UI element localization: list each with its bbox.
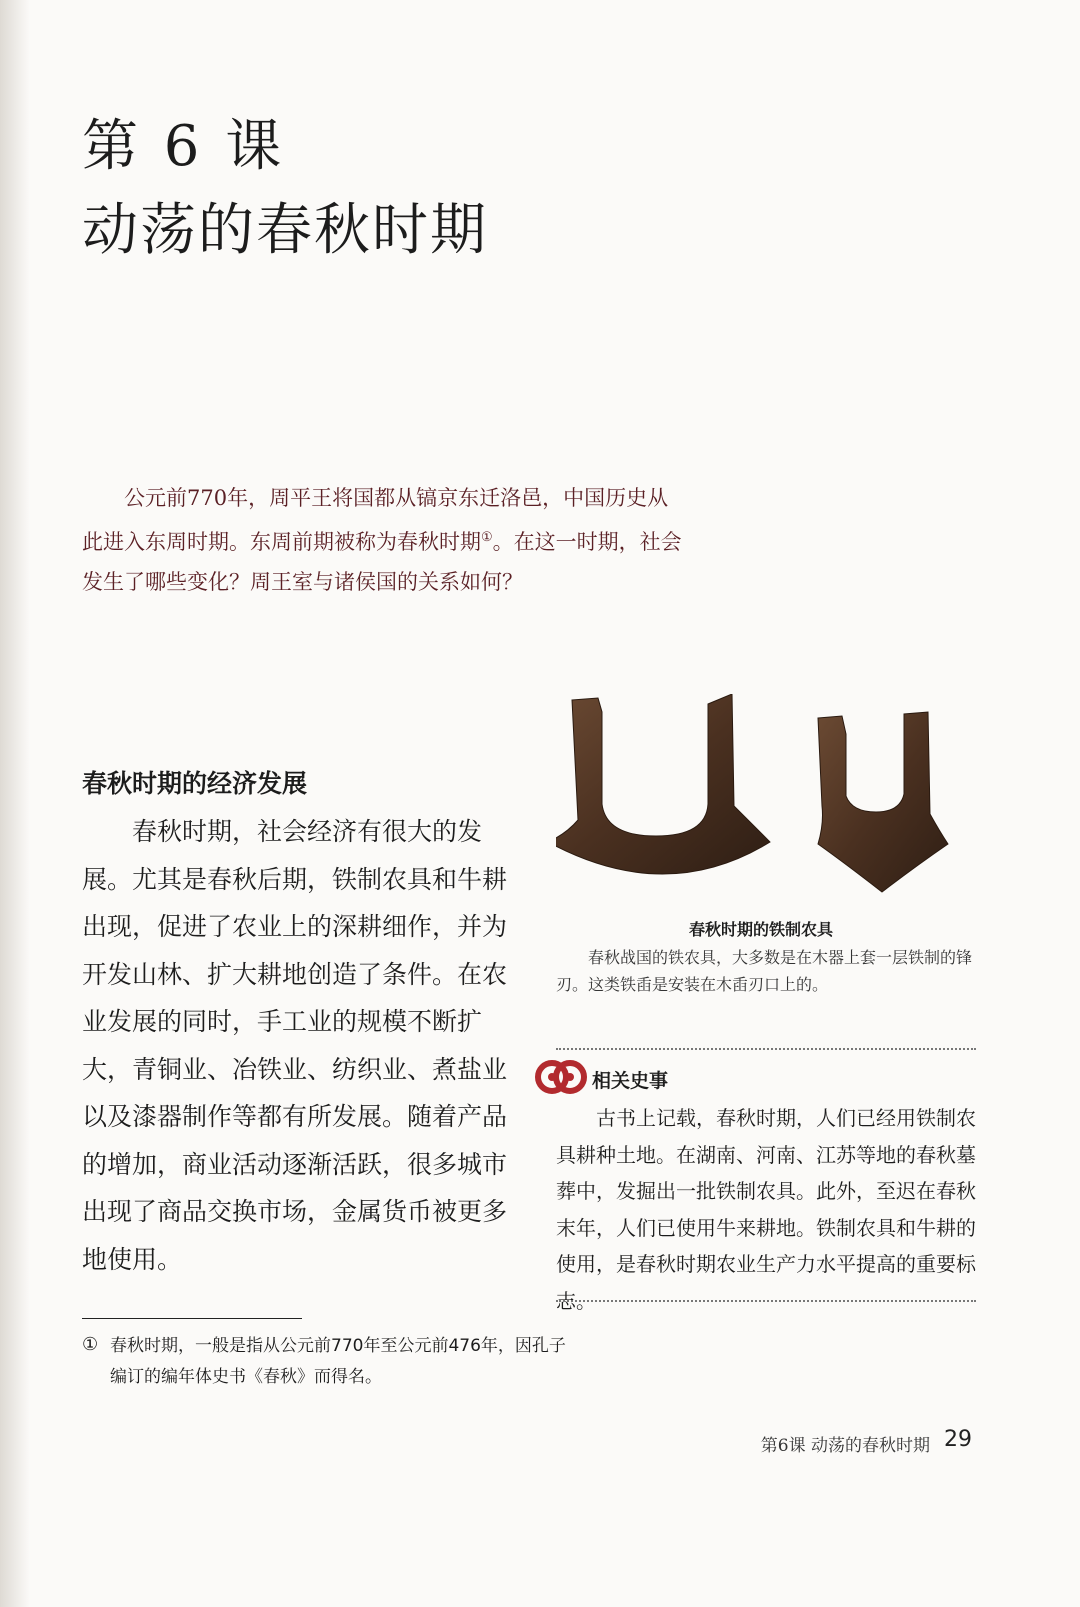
- running-title: [761, 1431, 930, 1456]
- running-title-text: 第6课 动荡的春秋时期: [760, 1436, 930, 1456]
- figure-description: 春秋战国的铁农具，大多数是在木器上套一层铁制的锋刃。这类铁臿是安装在木臿刃口上的。: [556, 948, 973, 994]
- page-edge-shadow: [0, 0, 30, 1607]
- related-body: 古书上记载，春秋时期，人们已经用铁制农具耕种土地。在湖南、河南、江苏等地的春秋墓葬中，发掘出一批铁制农具。此外，至迟在春秋末年，人们已使用牛来耕地。铁制农具和牛耕的使用，是春秋时期农业生产力水平提高的重要标志。: [556, 1106, 976, 1313]
- spiral-logo-icon: [534, 1050, 588, 1104]
- lesson-title: 动荡的春秋时期: [82, 198, 488, 263]
- footnote-rule: [82, 1318, 302, 1319]
- lesson-number: 第 6 课: [82, 114, 286, 179]
- related-heading: 相关史事: [592, 1070, 669, 1092]
- intro-footnote-mark[interactable]: ①: [481, 530, 493, 545]
- section-heading: 春秋时期的经济发展: [82, 769, 308, 798]
- related-box-bottom-border: [556, 1300, 976, 1302]
- section-body: 春秋时期，社会经济有很大的发展。尤其是春秋后期，铁制农具和牛耕出现，促进了农业上的深耕细作，并为开发山林、扩大耕地创造了条件。在农业发展的同时，手工业的规模不断扩大，青铜业、冶铁业、纺织业、煮盐业以及漆器制作等都有所发展。随着产品的增加，商业活动逐渐活跃，很多城市出现了商品交换市场，金属货币被更多地使用。: [82, 817, 508, 1274]
- footnote-mark: ①: [82, 1334, 99, 1355]
- figure-title: 春秋时期的铁制农具: [688, 920, 833, 939]
- intro-text-after: 。在这一时期，社会发生了哪些变化？周王室与诸侯国的关系如何？: [82, 530, 682, 594]
- intro-paragraph: [82, 478, 682, 602]
- iron-tools-photo: [556, 694, 976, 914]
- iron-spade-small: [818, 712, 948, 892]
- related-box-top-border: [556, 1048, 976, 1050]
- page-number: 29: [944, 1427, 972, 1452]
- intro-text: 公元前770年，周平王将国都从镐京东迁洛邑，中国历史从此进入东周时期。东周前期被称为春秋时期: [82, 486, 669, 554]
- footnote-text: 春秋时期，一般是指从公元前770年至公元前476年，因孔子编订的编年体史书《春秋》而得名。: [110, 1336, 566, 1387]
- iron-spade-large: [556, 694, 770, 874]
